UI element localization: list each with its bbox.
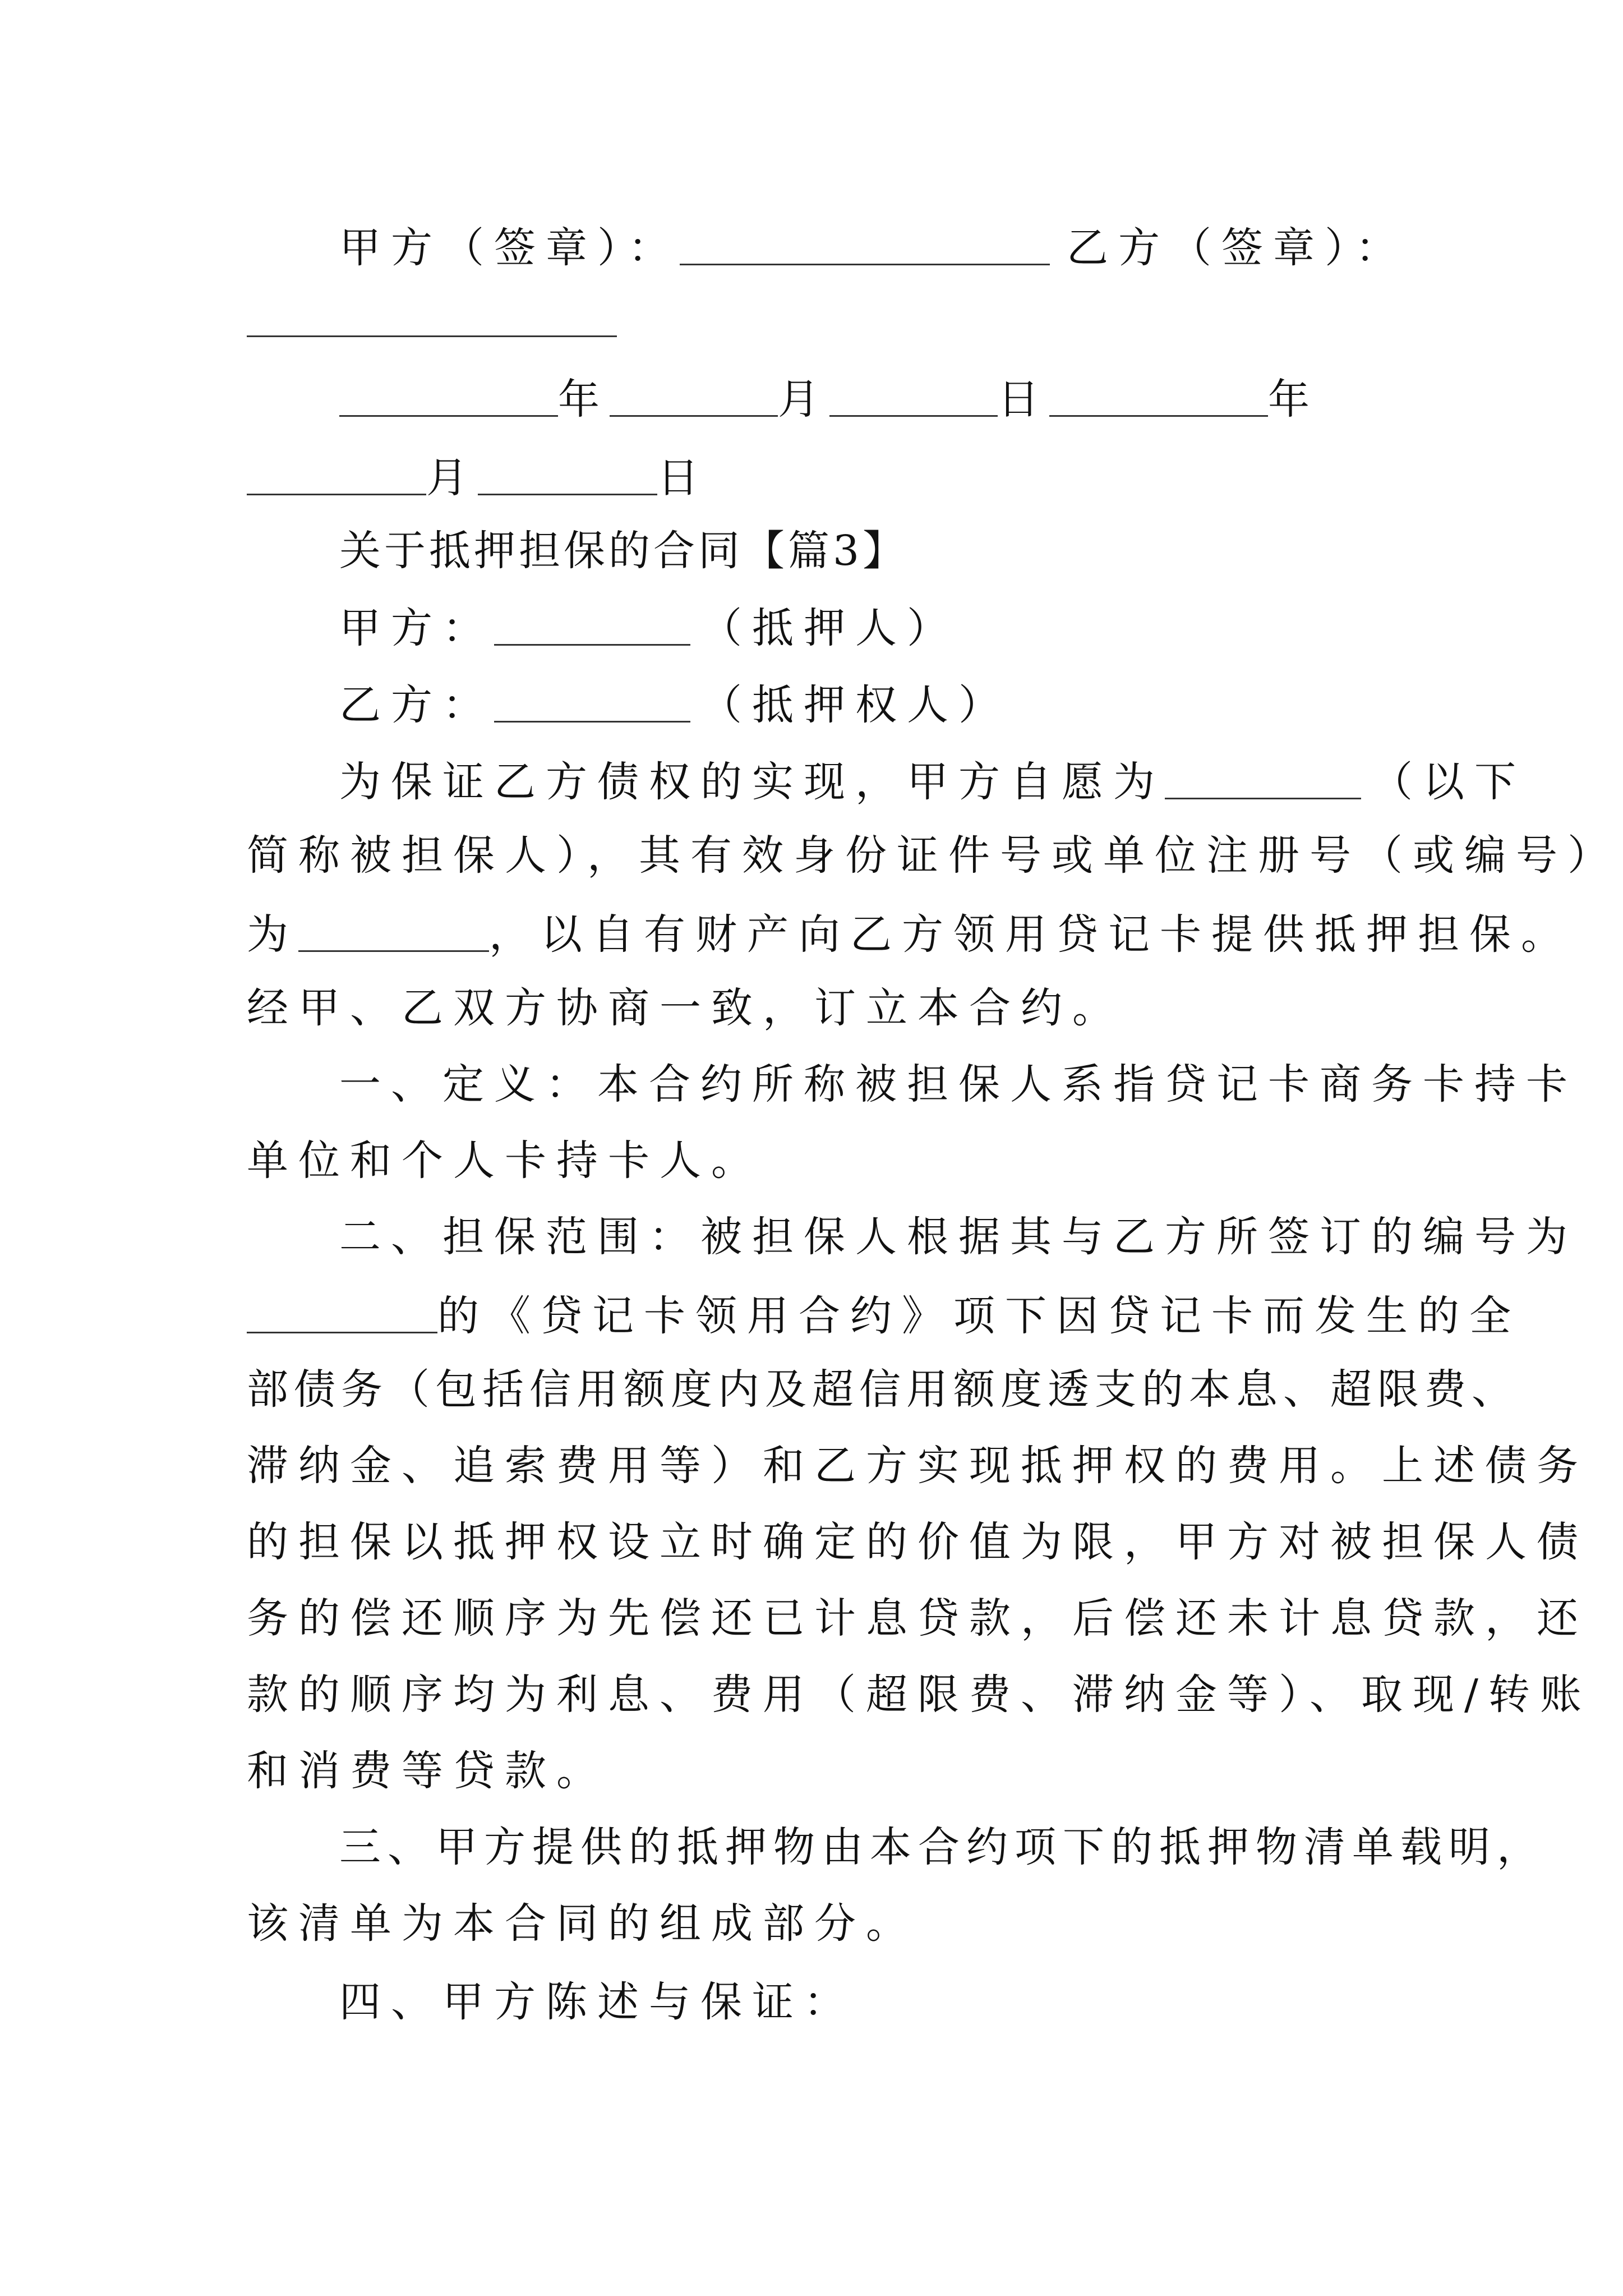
intro-text: 为 <box>247 910 298 959</box>
guaranteed-party-blank <box>1165 758 1361 799</box>
clause-2-line-3: 部债务（包括信用额度内及超信用额度透支的本息、超限费、 <box>247 1365 1519 1414</box>
month-label: 月 <box>778 375 829 424</box>
clause-2-line-4: 滞纳金、追索费用等）和乙方实现抵押权的费用。上述债务 <box>247 1442 1588 1490</box>
date-line-1 <box>339 375 1495 424</box>
intro-line-4: 经甲、乙双方协商一致，订立本合约。 <box>247 984 1124 1032</box>
party-a-sign-label: 甲方（签章）： <box>339 224 680 272</box>
year-label: 年 <box>558 375 610 424</box>
party-b-label: 乙方： <box>339 681 494 729</box>
clause-3-line-2: 该清单为本合同的组成部分。 <box>247 1899 917 1948</box>
clause-2-line-6: 务的偿还顺序为先偿还已计息贷款，后偿还未计息贷款，还 <box>247 1594 1588 1642</box>
clause-1-line-2: 单位和个人卡持卡人。 <box>247 1137 763 1185</box>
day-label: 日 <box>657 454 709 502</box>
year-label: 年 <box>1268 375 1320 424</box>
clause-2-line-1: 二、担保范围：被担保人根据其与乙方所签订的编号为 <box>339 1213 1578 1261</box>
date-blank <box>247 454 426 495</box>
party-a-line <box>339 604 1495 652</box>
contract-number-blank <box>247 1292 437 1333</box>
signature-line <box>339 224 1495 272</box>
clause-2-line-5: 的担保以抵押权设立时确定的价值为限，甲方对被担保人债 <box>247 1518 1588 1566</box>
party-b-line <box>339 681 1495 729</box>
date-blank <box>829 376 998 417</box>
party-a-label: 甲方： <box>339 604 494 652</box>
intro-line-2: 简称被担保人），其有效身份证件号或单位注册号（或编号） <box>247 831 1619 880</box>
clause-3-line-1: 三、甲方提供的抵押物由本合约项下的抵押物清单载明， <box>339 1823 1545 1871</box>
clause-4-line-1: 四、甲方陈述与保证： <box>339 1978 855 2026</box>
date-blank <box>610 376 778 417</box>
clause-2-line-8: 和消费等贷款。 <box>247 1747 608 1795</box>
date-blank <box>1049 376 1268 417</box>
date-blank <box>478 454 657 495</box>
section-heading: 关于抵押担保的合同【篇3】 <box>339 527 908 575</box>
clause-text: 的《贷记卡领用合约》项下因贷记卡而发生的全 <box>437 1292 1521 1340</box>
party-a-sign-blank <box>680 224 1050 265</box>
month-label: 月 <box>426 454 478 502</box>
id-number-blank <box>298 911 489 952</box>
party-b-role: （抵押权人） <box>700 681 1010 729</box>
intro-line-1 <box>339 758 1526 806</box>
party-b-blank <box>494 682 690 723</box>
day-label: 日 <box>998 375 1049 424</box>
clause-2-line-2 <box>247 1292 1521 1340</box>
party-a-role: （抵押人） <box>700 604 958 652</box>
date-blank <box>339 376 558 417</box>
clause-1-line-1: 一、定义：本合约所称被担保人系指贷记卡商务卡持卡 <box>339 1060 1578 1108</box>
intro-line-3 <box>247 910 1573 959</box>
intro-text: ，以自有财产向乙方领用贷记卡提供抵押担保。 <box>489 910 1573 959</box>
intro-text: （以下 <box>1371 758 1526 806</box>
clause-2-line-7: 款的顺序均为利息、费用（超限费、滞纳金等）、取现/转账 <box>247 1671 1592 1719</box>
intro-text: 为保证乙方债权的实现，甲方自愿为 <box>339 758 1165 806</box>
party-b-sign-blank <box>247 335 617 337</box>
party-b-sign-label: 乙方（签章）： <box>1067 224 1407 272</box>
date-line-2 <box>247 454 1402 502</box>
party-a-blank <box>494 605 690 646</box>
